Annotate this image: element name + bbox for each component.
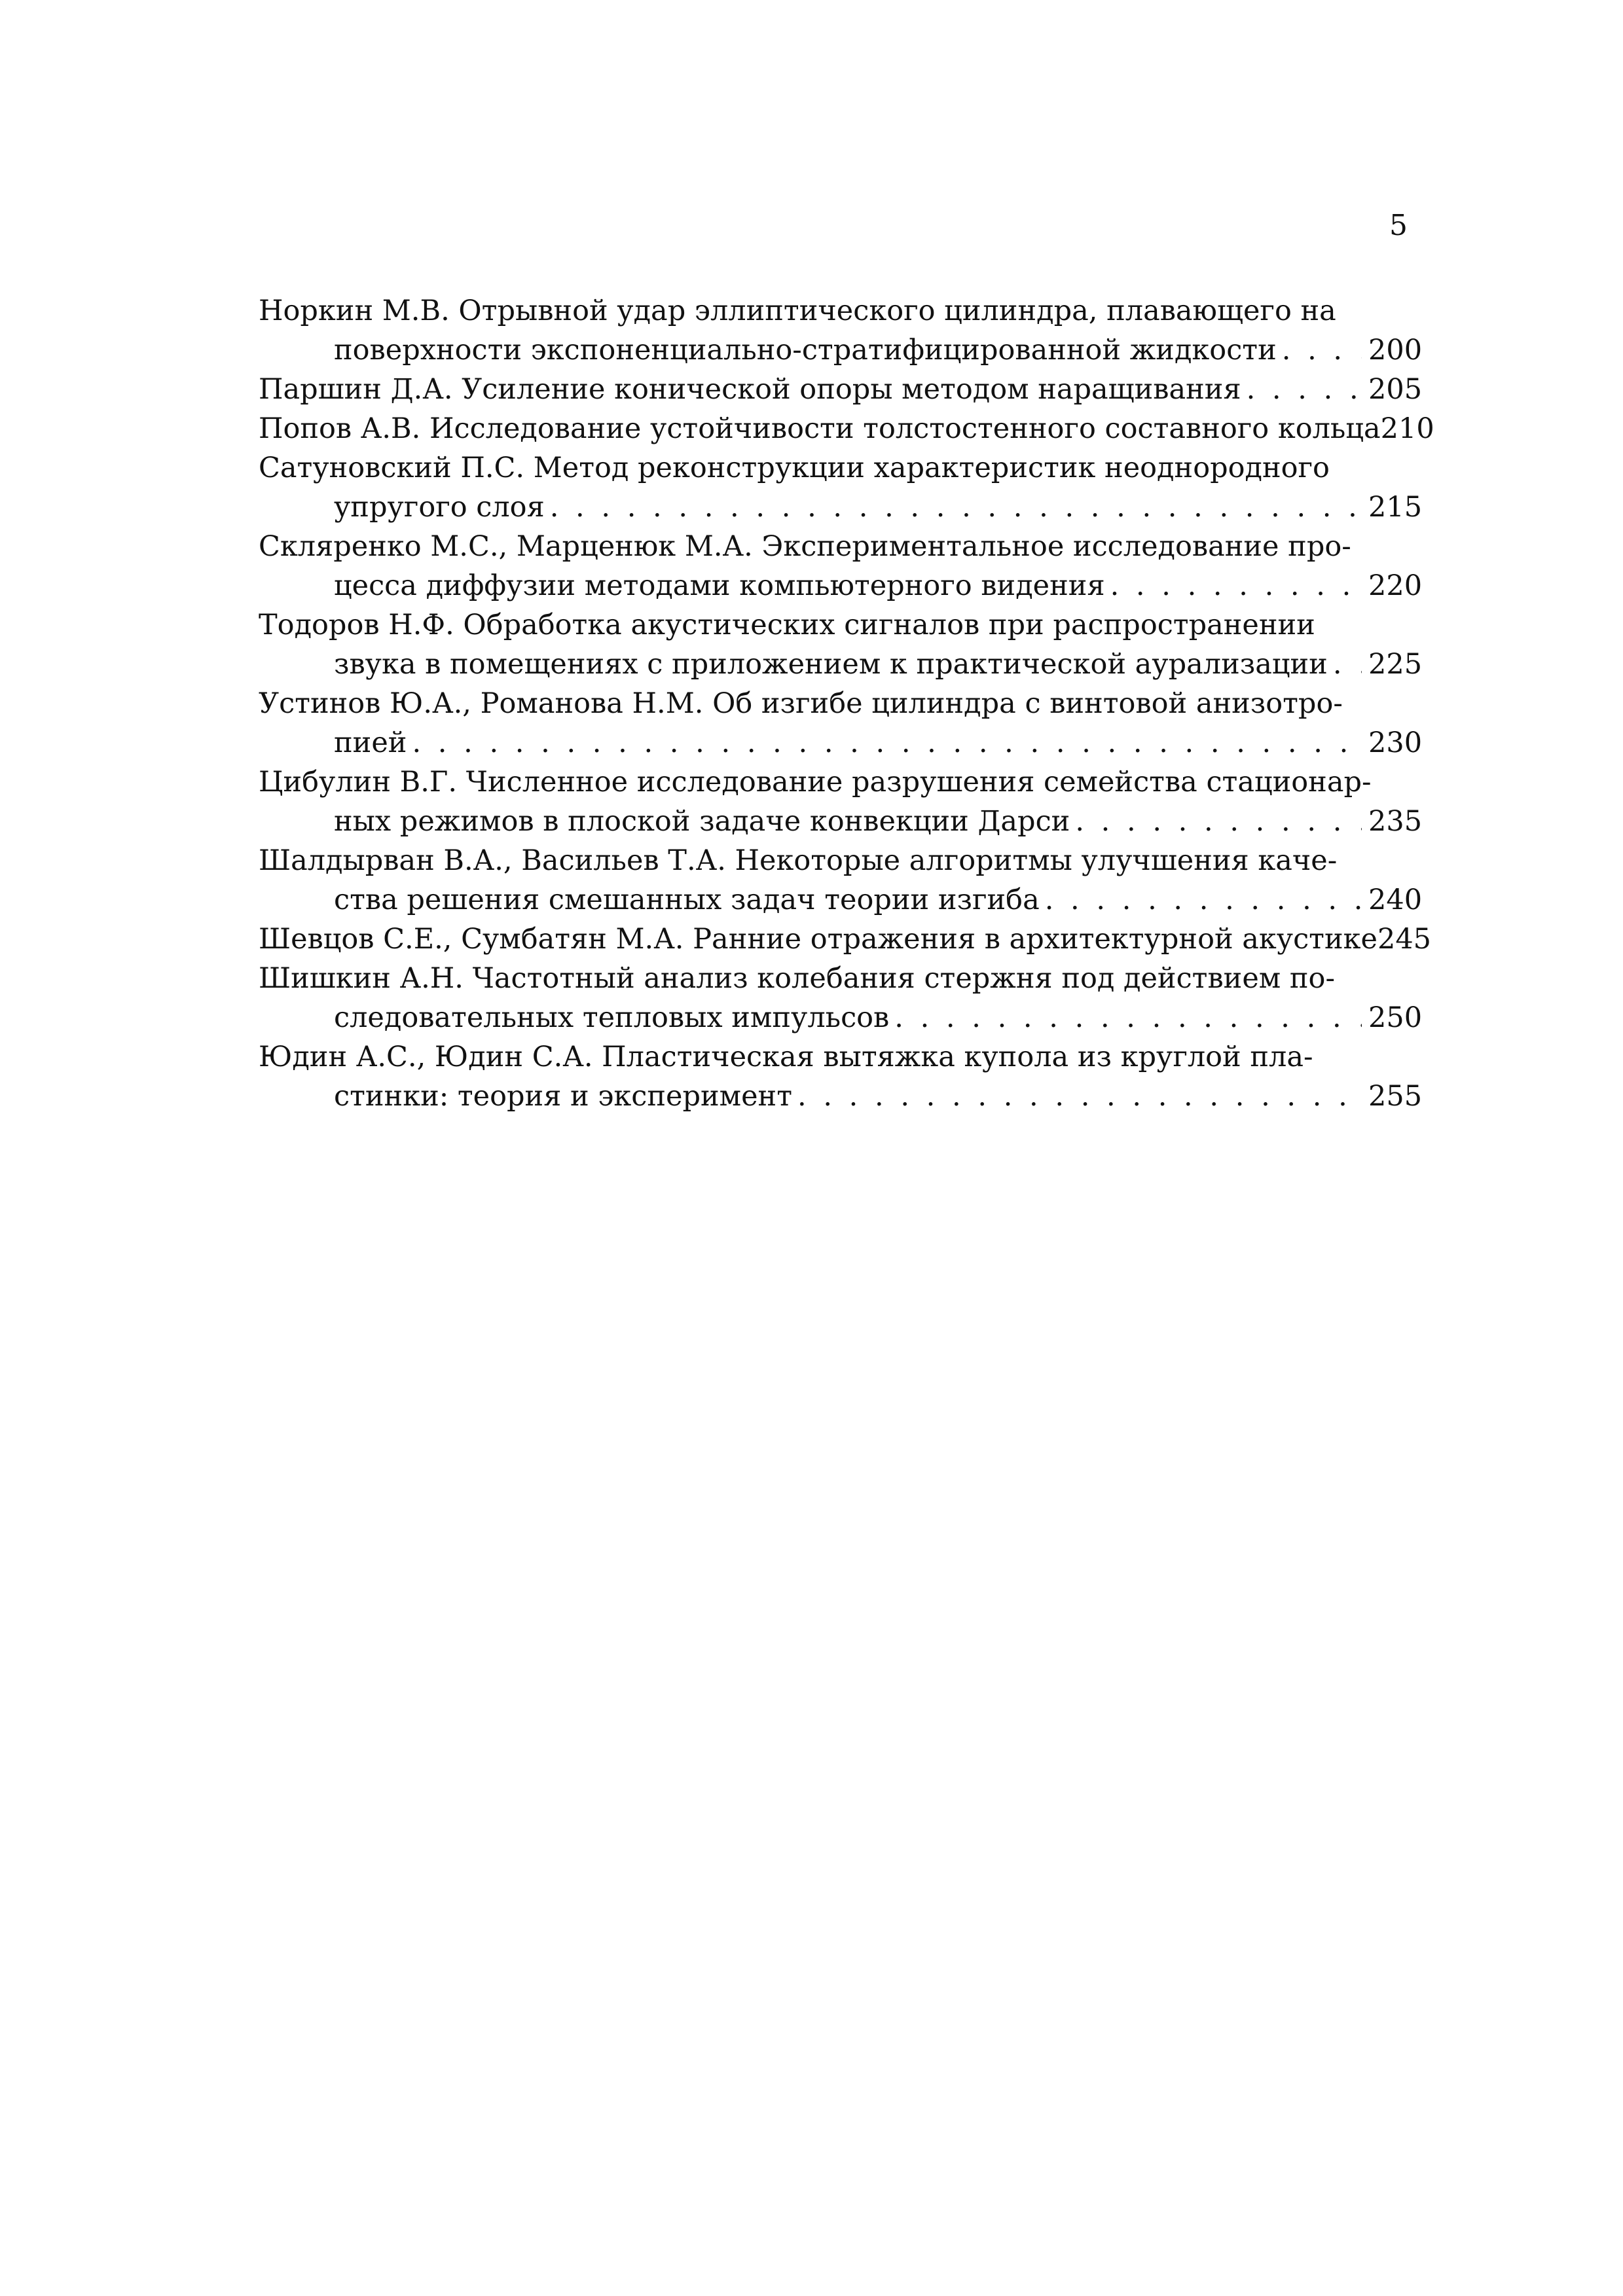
toc-entry-page: 210 xyxy=(1380,412,1434,445)
toc-entry xyxy=(259,762,1421,841)
toc-entry-page: 250 xyxy=(1368,1001,1423,1034)
toc-entry xyxy=(259,527,1421,605)
dot-leader xyxy=(1110,566,1362,605)
toc-entry-first-line: Тодоров Н.Ф. Обработка акустических сигналов при распространении xyxy=(259,609,1315,641)
toc-entry xyxy=(259,959,1421,1037)
toc-entry-title: Паршин Д.А. Усиление конической опоры методом наращивания xyxy=(259,373,1241,406)
toc-entry-page: 205 xyxy=(1368,373,1423,406)
toc-entry-last-line xyxy=(259,409,1434,448)
toc-entry-last-line xyxy=(259,645,1421,684)
page-number: 5 xyxy=(1389,209,1408,242)
toc-entry-title-end: следовательных тепловых импульсов xyxy=(334,1001,890,1034)
toc-entry-page: 255 xyxy=(1368,1080,1423,1113)
dot-leader xyxy=(1075,802,1362,841)
toc-entry-last-line xyxy=(259,488,1421,527)
toc-entry-title-end: звука в помещениях с приложением к практической аурализации xyxy=(334,648,1328,681)
toc-entry-page: 245 xyxy=(1377,923,1432,956)
dot-leader xyxy=(1282,331,1362,370)
toc-entry-title-end: ства решения смешанных задач теории изгиба xyxy=(334,884,1040,916)
toc-entry-last-line xyxy=(259,998,1421,1037)
toc-entry-page: 200 xyxy=(1368,334,1423,367)
toc-entry-page: 215 xyxy=(1368,491,1423,524)
toc-entry-last-line xyxy=(259,566,1421,605)
toc-entry-title-end: ных режимов в плоской задаче конвекции Дарси xyxy=(334,805,1070,838)
toc-entry-title-end: стинки: теория и эксперимент xyxy=(334,1080,792,1113)
toc-entry-last-line xyxy=(259,802,1421,841)
toc-entry-first-line: Скляренко М.С., Марценюк М.А. Экспериментальное исследование про- xyxy=(259,530,1351,563)
toc-entry-first-line: Шалдырван В.А., Васильев Т.А. Некоторые алгоритмы улучшения каче- xyxy=(259,844,1338,877)
toc-entry-page: 225 xyxy=(1368,648,1423,681)
dot-leader xyxy=(1247,370,1362,409)
toc-entry xyxy=(259,1037,1421,1116)
toc-entry xyxy=(259,370,1421,409)
toc-entry-last-line xyxy=(259,370,1421,409)
toc-entry-page: 220 xyxy=(1368,569,1423,602)
toc-entry-last-line xyxy=(259,880,1421,920)
toc-entry-first-line: Цибулин В.Г. Численное исследование разрушения семейства стационар- xyxy=(259,766,1372,798)
toc-entry xyxy=(259,448,1421,527)
dot-leader xyxy=(797,1077,1362,1116)
toc-entry xyxy=(259,920,1432,959)
dot-leader xyxy=(412,723,1362,762)
toc-entry xyxy=(259,684,1421,762)
dot-leader xyxy=(1045,880,1362,920)
table-of-contents xyxy=(259,291,1434,1116)
dot-leader xyxy=(1333,645,1362,684)
toc-entry-page: 240 xyxy=(1368,884,1423,916)
toc-entry-title-end: цесса диффузии методами компьютерного видения xyxy=(334,569,1105,602)
toc-entry xyxy=(259,409,1434,448)
dot-leader xyxy=(894,998,1362,1037)
toc-entry-first-line: Норкин М.В. Отрывной удар эллиптического цилиндра, плавающего на xyxy=(259,295,1336,327)
toc-entry-page: 235 xyxy=(1368,805,1423,838)
toc-entry-first-line: Юдин А.С., Юдин С.А. Пластическая вытяжка купола из круглой пла- xyxy=(259,1041,1313,1073)
toc-entry-title-end: упругого слоя xyxy=(334,491,545,524)
toc-entry-last-line xyxy=(259,1077,1421,1116)
toc-entry-title: Шевцов С.Е., Сумбатян М.А. Ранние отражения в архитектурной акустике xyxy=(259,923,1377,956)
toc-entry-last-line xyxy=(259,331,1421,370)
toc-entry-title: Попов А.В. Исследование устойчивости толстостенного составного кольца xyxy=(259,412,1381,445)
toc-entry xyxy=(259,841,1421,920)
toc-entry-first-line: Шишкин А.Н. Частотный анализ колебания стержня под действием по- xyxy=(259,962,1335,995)
toc-entry-title-end: пией xyxy=(334,726,407,759)
toc-entry xyxy=(259,291,1421,370)
toc-entry-first-line: Устинов Ю.А., Романова Н.М. Об изгибе цилиндра с винтовой анизотро- xyxy=(259,687,1343,720)
toc-entry-first-line: Сатуновский П.С. Метод реконструкции характеристик неоднородного xyxy=(259,452,1330,484)
toc-entry-page: 230 xyxy=(1368,726,1423,759)
toc-entry-title-end: поверхности экспоненциально-стратифицированной жидкости xyxy=(334,334,1277,367)
toc-entry-last-line xyxy=(259,723,1421,762)
toc-entry-last-line xyxy=(259,920,1432,959)
toc-entry xyxy=(259,605,1421,684)
dot-leader xyxy=(550,488,1362,527)
